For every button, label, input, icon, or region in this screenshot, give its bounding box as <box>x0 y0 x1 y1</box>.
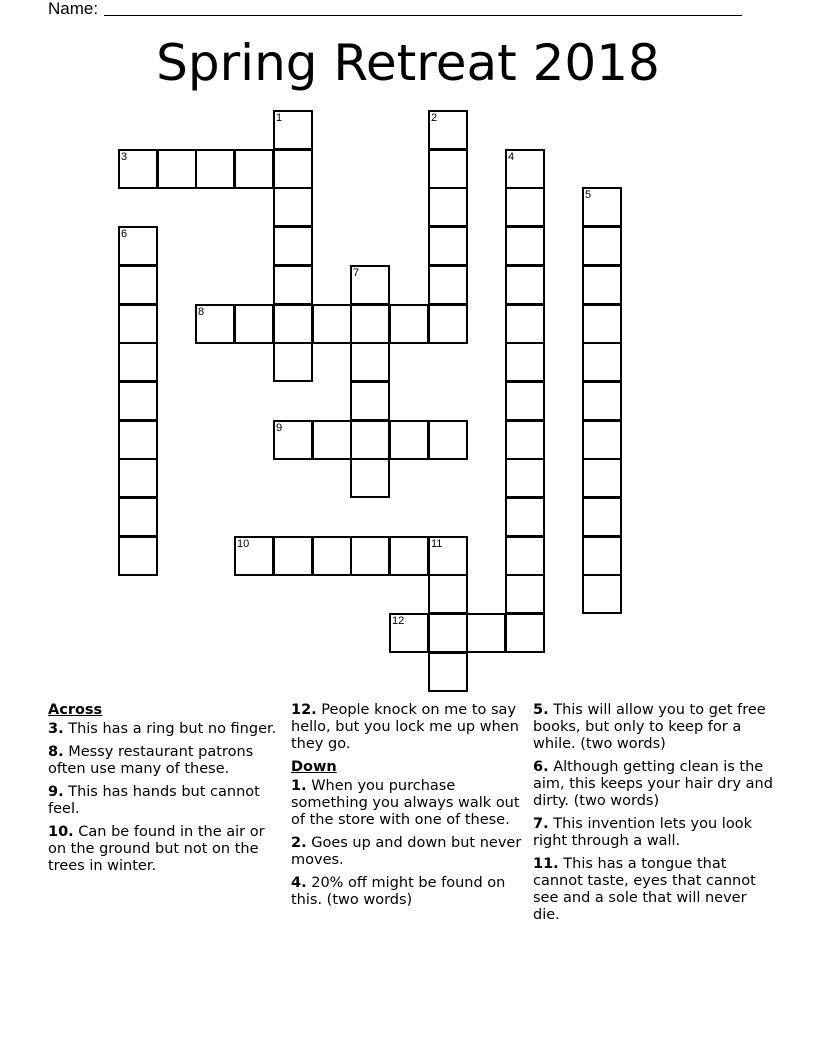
crossword-cell-8[interactable] <box>195 304 235 344</box>
down-clue-1 <box>291 778 525 829</box>
crossword-cell[interactable] <box>582 536 622 576</box>
across-clue-8 <box>48 744 280 778</box>
crossword-cell[interactable] <box>273 187 313 227</box>
crossword-cell[interactable] <box>273 304 313 344</box>
crossword-cell-10[interactable] <box>234 536 274 576</box>
crossword-cell[interactable] <box>312 420 352 460</box>
clue-number: 7. <box>533 816 549 832</box>
crossword-cell[interactable] <box>428 420 468 460</box>
cell-number: 3 <box>121 151 128 163</box>
clues-column-2 <box>291 702 525 915</box>
cell-number: 12 <box>392 615 405 627</box>
across-clue-10 <box>48 824 280 875</box>
clue-text: This invention lets you look right through a wall. <box>533 816 752 849</box>
crossword-cell[interactable] <box>466 613 506 653</box>
clue-text: This will allow you to get free books, but only to keep for a while. (two words) <box>533 702 766 752</box>
down-clue-6 <box>533 759 773 810</box>
crossword-cell[interactable] <box>273 265 313 305</box>
cell-number: 5 <box>585 189 592 201</box>
crossword-cell[interactable] <box>428 149 468 189</box>
down-clue-5 <box>533 702 773 753</box>
name-label: Name: <box>48 0 99 18</box>
crossword-cell-7[interactable] <box>350 265 390 305</box>
crossword-cell[interactable] <box>505 304 545 344</box>
crossword-cell[interactable] <box>350 304 390 344</box>
clue-number: 2. <box>291 835 307 851</box>
crossword-cell[interactable] <box>582 342 622 382</box>
down-clue-7 <box>533 816 773 850</box>
clues-column-3 <box>533 702 773 930</box>
crossword-cell[interactable] <box>350 536 390 576</box>
across-clue-3 <box>48 721 280 738</box>
cell-number: 1 <box>276 112 283 124</box>
crossword-cell-2[interactable] <box>428 110 468 150</box>
crossword-cell[interactable] <box>428 574 468 614</box>
crossword-cell-3[interactable] <box>118 149 158 189</box>
crossword-cell-4[interactable] <box>505 149 545 189</box>
clue-number: 10. <box>48 824 74 840</box>
crossword-cell[interactable] <box>505 613 545 653</box>
crossword-cell[interactable] <box>118 420 158 460</box>
cell-number: 6 <box>121 228 128 240</box>
crossword-cell[interactable] <box>582 574 622 614</box>
crossword-cell[interactable] <box>428 265 468 305</box>
crossword-cell-11[interactable] <box>428 536 468 576</box>
cell-number: 7 <box>353 267 360 279</box>
crossword-cell[interactable] <box>505 420 545 460</box>
crossword-cell-9[interactable] <box>273 420 313 460</box>
crossword-cell[interactable] <box>505 265 545 305</box>
crossword-cell[interactable] <box>428 226 468 266</box>
crossword-cell[interactable] <box>428 652 468 692</box>
crossword-cell[interactable] <box>234 304 274 344</box>
clue-text: 20% off might be found on this. (two words) <box>291 875 506 908</box>
crossword-cell[interactable] <box>389 420 429 460</box>
across-clue-9 <box>48 784 280 818</box>
crossword-cell[interactable] <box>350 381 390 421</box>
across-heading: Across <box>48 702 103 718</box>
clue-number: 6. <box>533 759 549 775</box>
crossword-cell[interactable] <box>118 265 158 305</box>
page-title: Spring Retreat 2018 <box>156 34 660 92</box>
crossword-cell[interactable] <box>157 149 197 189</box>
down-clue-4 <box>291 875 525 909</box>
down-heading: Down <box>291 759 337 775</box>
crossword-cell[interactable] <box>312 536 352 576</box>
clue-text: Messy restaurant patrons often use many of these. <box>48 744 254 777</box>
crossword-cell[interactable] <box>389 304 429 344</box>
crossword-cell-5[interactable] <box>582 187 622 227</box>
crossword-cell[interactable] <box>350 342 390 382</box>
crossword-cell[interactable] <box>582 420 622 460</box>
clue-number: 9. <box>48 784 64 800</box>
crossword-cell[interactable] <box>350 420 390 460</box>
cell-number: 11 <box>431 538 443 550</box>
clue-number: 5. <box>533 702 549 718</box>
crossword-cell[interactable] <box>273 342 313 382</box>
clues-column-1 <box>48 702 280 881</box>
down-clue-11 <box>533 856 773 924</box>
crossword-cell[interactable] <box>505 381 545 421</box>
down-clue-2 <box>291 835 525 869</box>
across-clue-12 <box>291 702 525 753</box>
crossword-cell[interactable] <box>505 574 545 614</box>
crossword-cell[interactable] <box>273 226 313 266</box>
crossword-cell[interactable] <box>505 497 545 537</box>
crossword-cell[interactable] <box>505 458 545 498</box>
clue-text: People knock on me to say hello, but you lock me up when they go. <box>291 702 519 752</box>
crossword-cell[interactable] <box>505 342 545 382</box>
crossword-cell[interactable] <box>428 304 468 344</box>
clue-text: When you purchase something you always walk out of the store with one of these. <box>291 778 520 828</box>
cell-number: 10 <box>237 538 250 550</box>
crossword-cell[interactable] <box>582 381 622 421</box>
clue-text: Can be found in the air or on the ground but not on the trees in winter. <box>48 824 265 874</box>
crossword-cell[interactable] <box>118 497 158 537</box>
crossword-cell[interactable] <box>428 613 468 653</box>
clue-number: 4. <box>291 875 307 891</box>
crossword-cell[interactable] <box>312 304 352 344</box>
crossword-cell[interactable] <box>582 265 622 305</box>
clue-text: This has hands but cannot feel. <box>48 784 260 817</box>
cell-number: 4 <box>508 151 515 163</box>
crossword-cell[interactable] <box>273 149 313 189</box>
clue-number: 12. <box>291 702 317 718</box>
crossword-cell[interactable] <box>582 304 622 344</box>
crossword-cell[interactable] <box>195 149 235 189</box>
crossword-cell[interactable] <box>350 458 390 498</box>
crossword-cell[interactable] <box>234 149 274 189</box>
crossword-cell-12[interactable] <box>389 613 429 653</box>
crossword-cell[interactable] <box>118 342 158 382</box>
clue-text: Goes up and down but never moves. <box>291 835 522 868</box>
clue-number: 3. <box>48 721 64 737</box>
name-write-line[interactable] <box>104 15 742 16</box>
clue-number: 8. <box>48 744 64 760</box>
clue-text: This has a ring but no finger. <box>68 721 277 737</box>
clue-number: 11. <box>533 856 559 872</box>
crossword-cell[interactable] <box>582 497 622 537</box>
crossword-cell[interactable] <box>389 536 429 576</box>
crossword-cell[interactable] <box>118 381 158 421</box>
crossword-cell[interactable] <box>582 458 622 498</box>
crossword-cell[interactable] <box>118 458 158 498</box>
crossword-cell[interactable] <box>118 304 158 344</box>
crossword-cell[interactable] <box>428 187 468 227</box>
crossword-cell[interactable] <box>505 187 545 227</box>
crossword-cell-6[interactable] <box>118 226 158 266</box>
crossword-cell[interactable] <box>273 536 313 576</box>
crossword-cell[interactable] <box>582 226 622 266</box>
cell-number: 2 <box>431 112 438 124</box>
crossword-cell[interactable] <box>505 536 545 576</box>
clue-text: Although getting clean is the aim, this keeps your hair dry and dirty. (two words) <box>533 759 773 809</box>
clue-text: This has a tongue that cannot taste, eyes that cannot see and a sole that will never die. <box>533 856 756 923</box>
crossword-cell-1[interactable] <box>273 110 313 150</box>
crossword-cell[interactable] <box>118 536 158 576</box>
crossword-cell[interactable] <box>505 226 545 266</box>
cell-number: 9 <box>276 422 283 434</box>
clue-number: 1. <box>291 778 307 794</box>
cell-number: 8 <box>198 306 205 318</box>
